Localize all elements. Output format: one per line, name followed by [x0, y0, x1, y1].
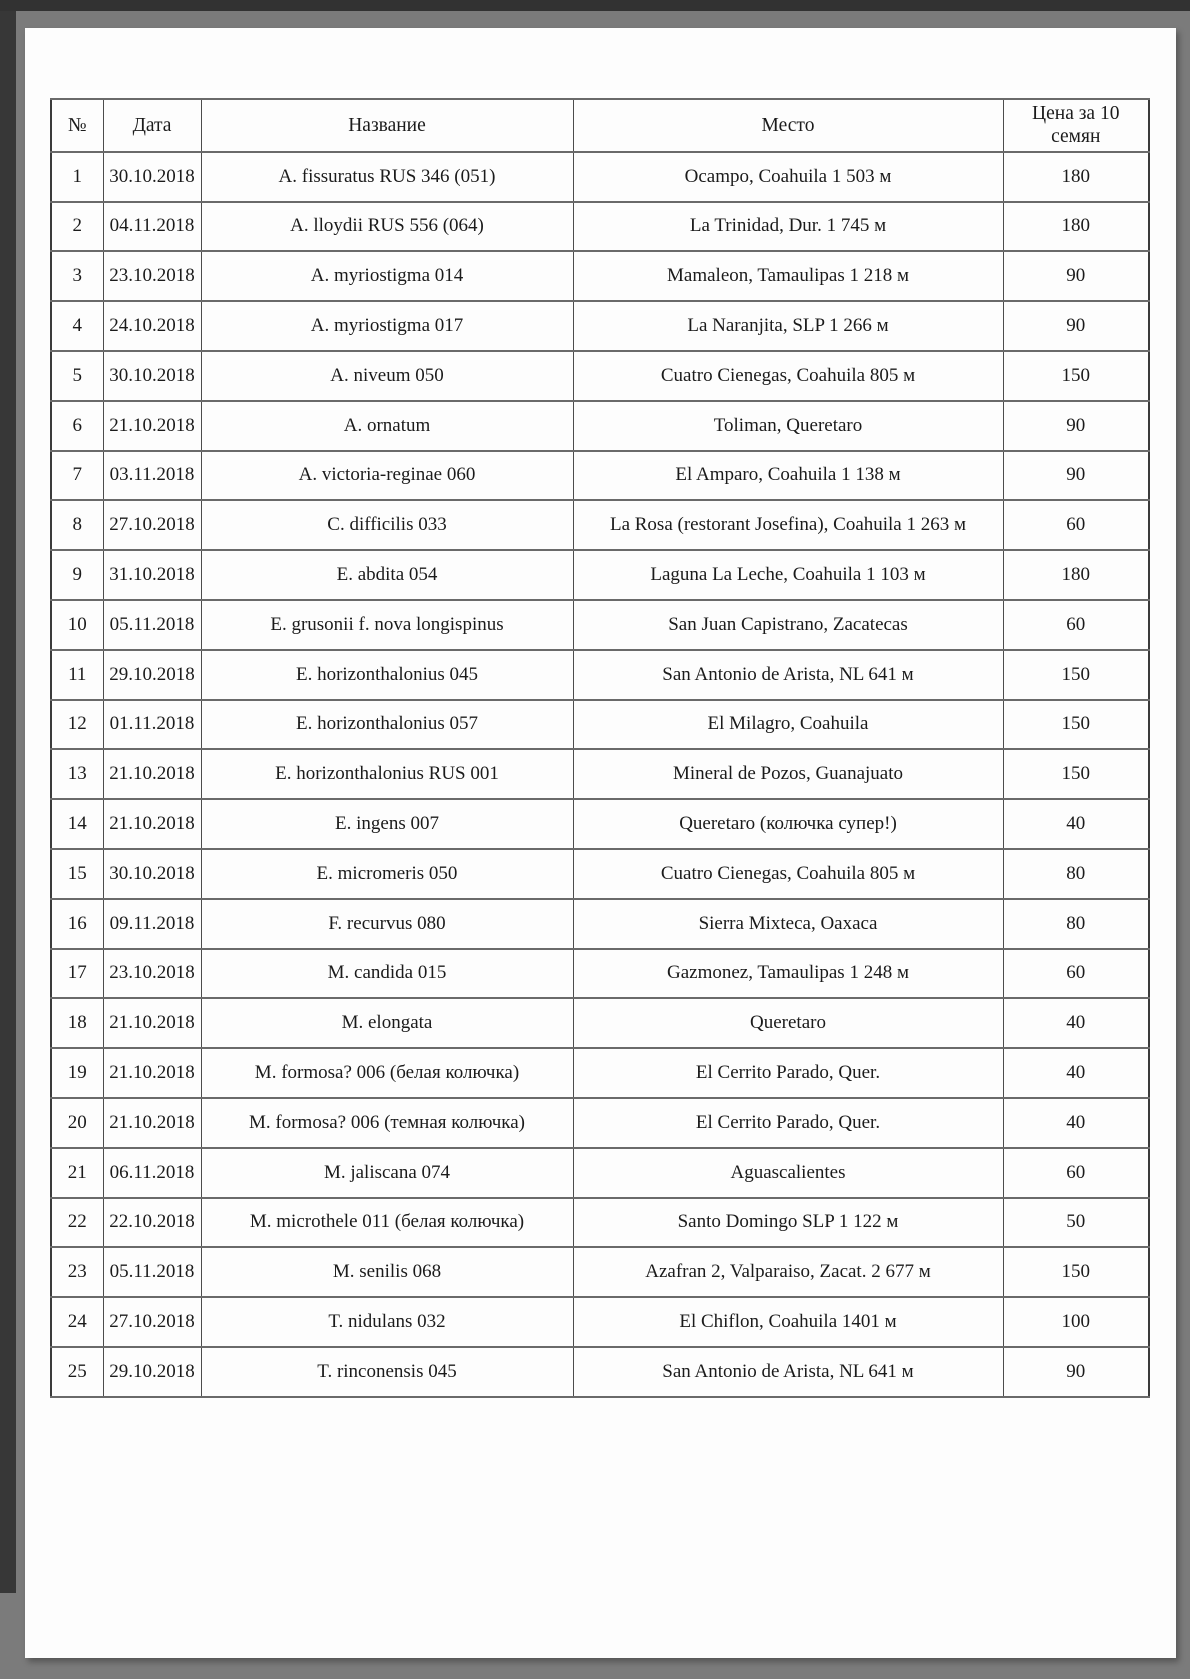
- scan-edge-left: [0, 11, 16, 1593]
- cell-number: 7: [51, 451, 103, 501]
- cell-name: A. lloydii RUS 556 (064): [201, 202, 573, 252]
- cell-number: 17: [51, 949, 103, 999]
- cell-price: 40: [1003, 998, 1149, 1048]
- cell-name: M. formosa? 006 (белая колючка): [201, 1048, 573, 1098]
- cell-price: 100: [1003, 1297, 1149, 1347]
- cell-place: Sierra Mixteca, Oaxaca: [573, 899, 1003, 949]
- cell-name: F. recurvus 080: [201, 899, 573, 949]
- cell-number: 12: [51, 700, 103, 750]
- cell-number: 6: [51, 401, 103, 451]
- cell-place: Aguascalientes: [573, 1148, 1003, 1198]
- cell-price: 150: [1003, 749, 1149, 799]
- cell-number: 21: [51, 1148, 103, 1198]
- cell-place: El Chiflon, Coahuila 1401 м: [573, 1297, 1003, 1347]
- header-place: Место: [573, 99, 1003, 152]
- header-date: Дата: [103, 99, 201, 152]
- cell-name: E. micromeris 050: [201, 849, 573, 899]
- table-row: [51, 1247, 1149, 1297]
- table-row: [51, 600, 1149, 650]
- table-row: [51, 899, 1149, 949]
- cell-price: 90: [1003, 401, 1149, 451]
- cell-number: 5: [51, 351, 103, 401]
- cell-date: 22.10.2018: [103, 1198, 201, 1248]
- cell-name: C. difficilis 033: [201, 500, 573, 550]
- cell-price: 60: [1003, 949, 1149, 999]
- cell-date: 29.10.2018: [103, 1347, 201, 1397]
- table-row: [51, 849, 1149, 899]
- cell-place: Toliman, Queretaro: [573, 401, 1003, 451]
- cell-place: San Antonio de Arista, NL 641 м: [573, 650, 1003, 700]
- cell-number: 15: [51, 849, 103, 899]
- cell-date: 21.10.2018: [103, 749, 201, 799]
- cell-date: 30.10.2018: [103, 152, 201, 202]
- cell-date: 01.11.2018: [103, 700, 201, 750]
- cell-number: 18: [51, 998, 103, 1048]
- table-row: [51, 451, 1149, 501]
- cell-place: Laguna La Leche, Coahuila 1 103 м: [573, 550, 1003, 600]
- cell-number: 25: [51, 1347, 103, 1397]
- table-row: [51, 152, 1149, 202]
- cell-price: 150: [1003, 1247, 1149, 1297]
- cell-price: 90: [1003, 451, 1149, 501]
- cell-place: Cuatro Cienegas, Coahuila 805 м: [573, 351, 1003, 401]
- cell-place: Gazmonez, Tamaulipas 1 248 м: [573, 949, 1003, 999]
- cell-place: La Naranjita, SLP 1 266 м: [573, 301, 1003, 351]
- table-row: [51, 1347, 1149, 1397]
- cell-price: 90: [1003, 1347, 1149, 1397]
- cell-price: 90: [1003, 251, 1149, 301]
- cell-name: T. nidulans 032: [201, 1297, 573, 1347]
- cell-date: 30.10.2018: [103, 351, 201, 401]
- table-row: [51, 251, 1149, 301]
- cell-date: 27.10.2018: [103, 500, 201, 550]
- cell-number: 23: [51, 1247, 103, 1297]
- table-row: [51, 998, 1149, 1048]
- cell-price: 60: [1003, 500, 1149, 550]
- table-row: [51, 351, 1149, 401]
- table-row: [51, 1148, 1149, 1198]
- cell-place: El Cerrito Parado, Quer.: [573, 1098, 1003, 1148]
- cell-date: 23.10.2018: [103, 251, 201, 301]
- cell-number: 19: [51, 1048, 103, 1098]
- cell-place: El Cerrito Parado, Quer.: [573, 1048, 1003, 1098]
- cell-place: Mineral de Pozos, Guanajuato: [573, 749, 1003, 799]
- cell-number: 24: [51, 1297, 103, 1347]
- table-row: [51, 650, 1149, 700]
- cell-date: 05.11.2018: [103, 1247, 201, 1297]
- cell-name: E. grusonii f. nova longispinus: [201, 600, 573, 650]
- cell-price: 180: [1003, 152, 1149, 202]
- cell-date: 29.10.2018: [103, 650, 201, 700]
- cell-place: Queretaro (колючка супер!): [573, 799, 1003, 849]
- table-row: [51, 1297, 1149, 1347]
- table-row: [51, 949, 1149, 999]
- cell-place: La Trinidad, Dur. 1 745 м: [573, 202, 1003, 252]
- cell-number: 8: [51, 500, 103, 550]
- cell-date: 21.10.2018: [103, 1048, 201, 1098]
- cell-number: 13: [51, 749, 103, 799]
- cell-name: A. niveum 050: [201, 351, 573, 401]
- cell-place: Cuatro Cienegas, Coahuila 805 м: [573, 849, 1003, 899]
- cell-price: 150: [1003, 351, 1149, 401]
- cell-number: 4: [51, 301, 103, 351]
- cell-place: San Juan Capistrano, Zacatecas: [573, 600, 1003, 650]
- cell-date: 21.10.2018: [103, 401, 201, 451]
- cell-date: 09.11.2018: [103, 899, 201, 949]
- cell-date: 23.10.2018: [103, 949, 201, 999]
- table-row: [51, 550, 1149, 600]
- cell-place: Santo Domingo SLP 1 122 м: [573, 1198, 1003, 1248]
- cell-date: 24.10.2018: [103, 301, 201, 351]
- table-row: [51, 301, 1149, 351]
- cell-name: A. ornatum: [201, 401, 573, 451]
- cell-number: 20: [51, 1098, 103, 1148]
- cell-name: E. horizonthalonius 045: [201, 650, 573, 700]
- cell-date: 21.10.2018: [103, 998, 201, 1048]
- table-row: [51, 1098, 1149, 1148]
- table-header: [51, 99, 1149, 152]
- cell-price: 80: [1003, 899, 1149, 949]
- cell-place: La Rosa (restorant Josefina), Coahuila 1 263 м: [573, 500, 1003, 550]
- cell-price: 90: [1003, 301, 1149, 351]
- cell-name: E. horizonthalonius 057: [201, 700, 573, 750]
- cell-date: 06.11.2018: [103, 1148, 201, 1198]
- cell-name: M. elongata: [201, 998, 573, 1048]
- table-row: [51, 500, 1149, 550]
- seed-price-table: [50, 98, 1150, 1398]
- cell-date: 05.11.2018: [103, 600, 201, 650]
- cell-place: San Antonio de Arista, NL 641 м: [573, 1347, 1003, 1397]
- cell-place: Azafran 2, Valparaiso, Zacat. 2 677 м: [573, 1247, 1003, 1297]
- header-row: [51, 99, 1149, 152]
- cell-place: Mamaleon, Tamaulipas 1 218 м: [573, 251, 1003, 301]
- cell-price: 180: [1003, 550, 1149, 600]
- cell-name: E. abdita 054: [201, 550, 573, 600]
- table-row: [51, 1198, 1149, 1248]
- cell-price: 150: [1003, 650, 1149, 700]
- cell-number: 3: [51, 251, 103, 301]
- table-row: [51, 1048, 1149, 1098]
- cell-date: 27.10.2018: [103, 1297, 201, 1347]
- cell-number: 1: [51, 152, 103, 202]
- cell-number: 2: [51, 202, 103, 252]
- table-row: [51, 401, 1149, 451]
- cell-price: 180: [1003, 202, 1149, 252]
- table-row: [51, 700, 1149, 750]
- cell-price: 40: [1003, 799, 1149, 849]
- cell-date: 21.10.2018: [103, 799, 201, 849]
- cell-place: Queretaro: [573, 998, 1003, 1048]
- cell-name: M. senilis 068: [201, 1247, 573, 1297]
- cell-name: A. victoria-reginae 060: [201, 451, 573, 501]
- cell-name: A. fissuratus RUS 346 (051): [201, 152, 573, 202]
- cell-date: 21.10.2018: [103, 1098, 201, 1148]
- cell-name: M. microthele 011 (белая колючка): [201, 1198, 573, 1248]
- cell-number: 14: [51, 799, 103, 849]
- cell-name: M. jaliscana 074: [201, 1148, 573, 1198]
- cell-name: E. ingens 007: [201, 799, 573, 849]
- cell-price: 60: [1003, 1148, 1149, 1198]
- cell-number: 16: [51, 899, 103, 949]
- header-price: Цена за 10 семян: [1003, 99, 1149, 152]
- cell-date: 03.11.2018: [103, 451, 201, 501]
- cell-name: M. candida 015: [201, 949, 573, 999]
- cell-price: 150: [1003, 700, 1149, 750]
- cell-place: El Amparo, Coahuila 1 138 м: [573, 451, 1003, 501]
- document-page: [25, 28, 1176, 1658]
- cell-name: A. myriostigma 017: [201, 301, 573, 351]
- cell-date: 30.10.2018: [103, 849, 201, 899]
- scan-edge-top: [0, 0, 1190, 11]
- table-row: [51, 799, 1149, 849]
- cell-price: 80: [1003, 849, 1149, 899]
- table-row: [51, 749, 1149, 799]
- cell-number: 9: [51, 550, 103, 600]
- cell-number: 11: [51, 650, 103, 700]
- table-row: [51, 202, 1149, 252]
- cell-name: M. formosa? 006 (темная колючка): [201, 1098, 573, 1148]
- cell-date: 04.11.2018: [103, 202, 201, 252]
- cell-number: 22: [51, 1198, 103, 1248]
- cell-price: 50: [1003, 1198, 1149, 1248]
- cell-name: E. horizonthalonius RUS 001: [201, 749, 573, 799]
- cell-price: 60: [1003, 600, 1149, 650]
- cell-price: 40: [1003, 1048, 1149, 1098]
- cell-date: 31.10.2018: [103, 550, 201, 600]
- table-body: [51, 152, 1149, 1397]
- header-num: №: [51, 99, 103, 152]
- cell-number: 10: [51, 600, 103, 650]
- cell-name: A. myriostigma 014: [201, 251, 573, 301]
- cell-name: T. rinconensis 045: [201, 1347, 573, 1397]
- header-name: Название: [201, 99, 573, 152]
- cell-price: 40: [1003, 1098, 1149, 1148]
- cell-place: Ocampo, Coahuila 1 503 м: [573, 152, 1003, 202]
- cell-place: El Milagro, Coahuila: [573, 700, 1003, 750]
